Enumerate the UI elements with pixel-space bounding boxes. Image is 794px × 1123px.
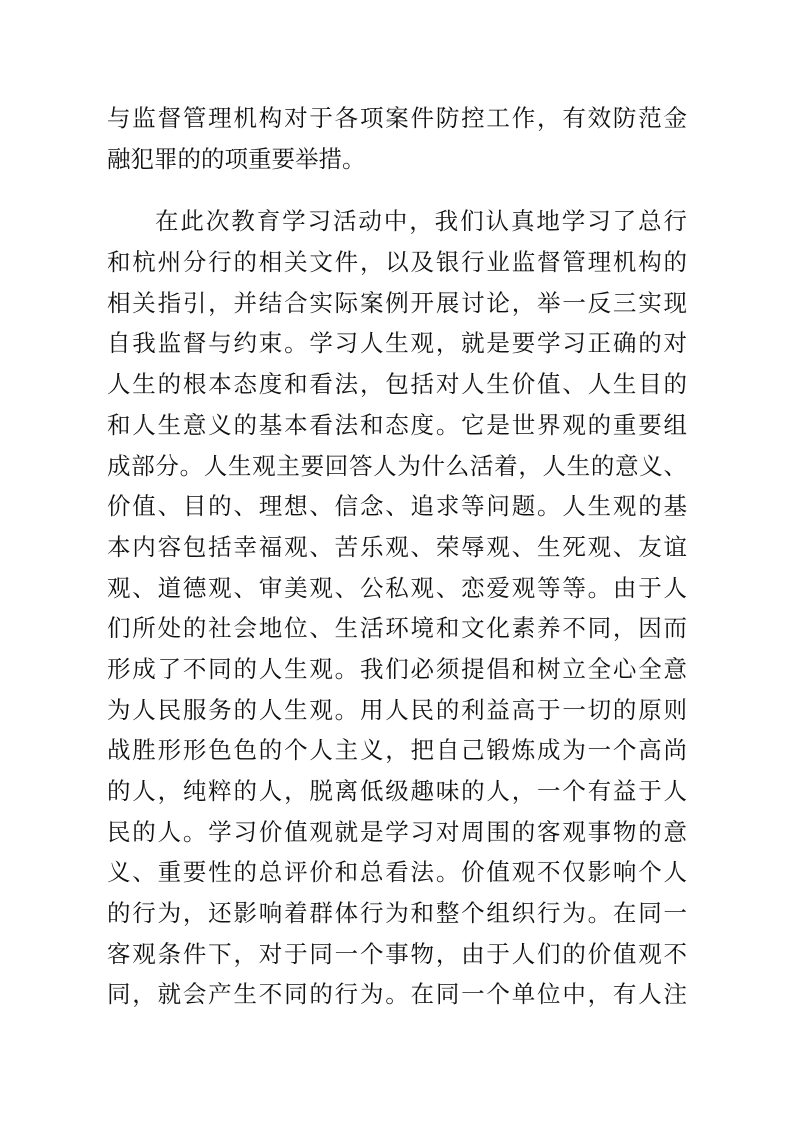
paragraph-line: 的行为，还影响着群体行为和整个组织行为。在同一 bbox=[107, 899, 687, 928]
paragraph-line: 自我监督与约束。学习人生观，就是要学习正确的对 bbox=[107, 329, 687, 358]
paragraph-line: 民的人。学习价值观就是学习对周围的客观事物的意 bbox=[107, 817, 687, 846]
paragraph-line: 相关指引，并结合实际案例开展讨论，举一反三实现 bbox=[107, 288, 687, 317]
paragraph-line: 在此次教育学习活动中，我们认真地学习了总行 bbox=[155, 207, 687, 236]
paragraph-line: 价值、目的、理想、信念、追求等问题。人生观的基 bbox=[107, 492, 687, 521]
paragraph-line: 观、道德观、审美观、公私观、恋爱观等等。由于人 bbox=[107, 573, 687, 602]
paragraph-line: 客观条件下，对于同一个事物，由于人们的价值观不 bbox=[107, 939, 687, 968]
paragraph-line: 和杭州分行的相关文件，以及银行业监督管理机构的 bbox=[107, 248, 687, 277]
paragraph-1 bbox=[107, 98, 687, 179]
paragraph-2 bbox=[107, 201, 687, 1015]
paragraph-line: 们所处的社会地位、生活环境和文化素养不同，因而 bbox=[107, 614, 687, 643]
paragraph-spacer bbox=[107, 179, 687, 201]
paragraph-line: 和人生意义的基本看法和态度。它是世界观的重要组 bbox=[107, 410, 687, 439]
paragraph-line: 与监督管理机构对于各项案件防控工作，有效防范金 bbox=[107, 104, 687, 132]
paragraph-line: 为人民服务的人生观。用人民的利益高于一切的原则 bbox=[107, 695, 687, 724]
paragraph-line: 融犯罪的的项重要举措。 bbox=[107, 144, 366, 173]
paragraph-line: 成部分。人生观主要回答人为什么活着，人生的意义、 bbox=[107, 451, 687, 480]
paragraph-line: 本内容包括幸福观、苦乐观、荣辱观、生死观、友谊 bbox=[107, 532, 687, 561]
paragraph-line: 的人，纯粹的人，脱离低级趣味的人，一个有益于人 bbox=[107, 777, 687, 805]
paragraph-line: 义、重要性的总评价和总看法。价值观不仅影响个人 bbox=[107, 858, 687, 887]
paragraph-line: 形成了不同的人生观。我们必须提倡和树立全心全意 bbox=[107, 654, 687, 683]
paragraph-line: 人生的根本态度和看法，包括对人生价值、人生目的 bbox=[107, 370, 687, 399]
paragraph-line: 战胜形形色色的个人主义，把自己锻炼成为一个高尚 bbox=[107, 736, 687, 765]
document-body bbox=[107, 98, 687, 1015]
paragraph-line: 同，就会产生不同的行为。在同一个单位中，有人注 bbox=[107, 980, 687, 1009]
